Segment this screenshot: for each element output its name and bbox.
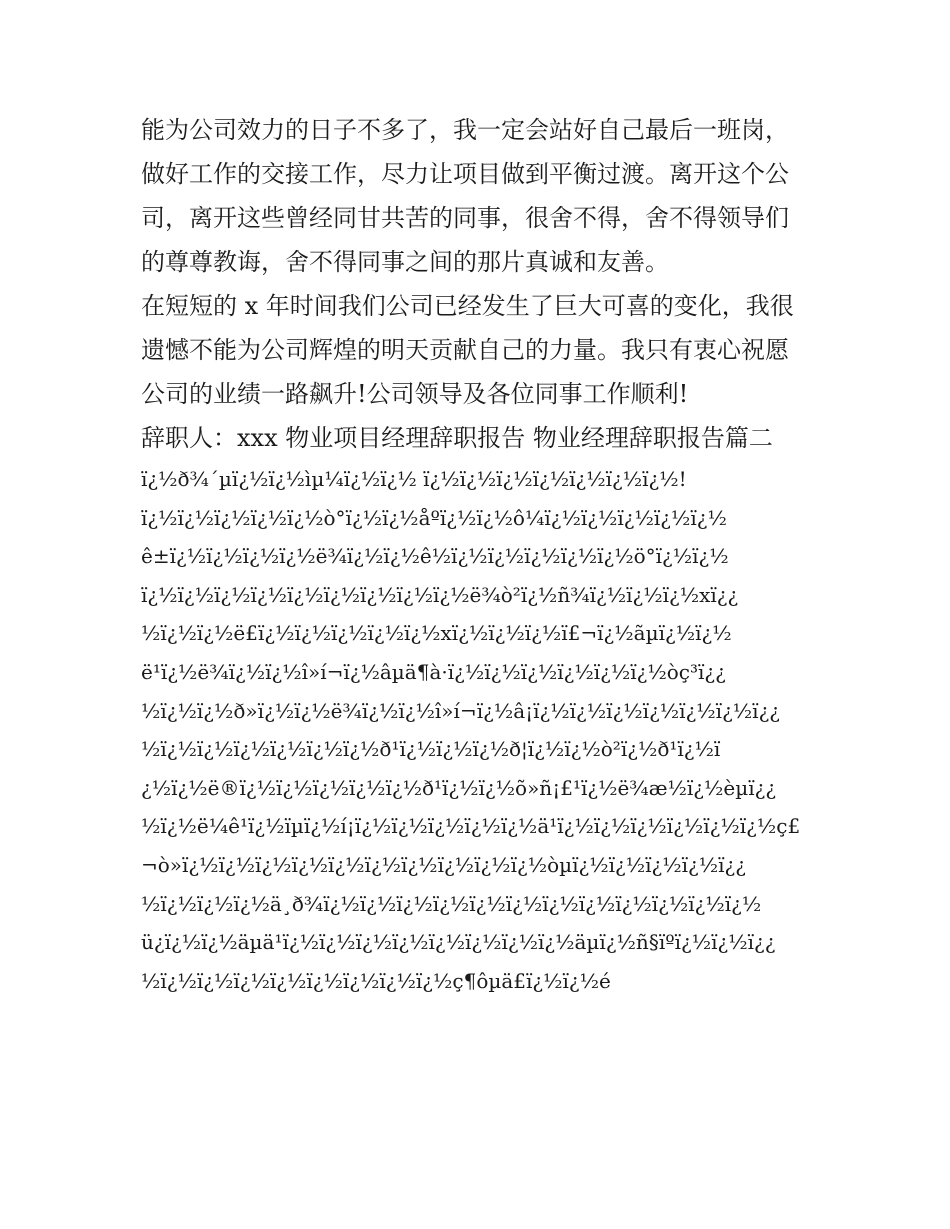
garbled-line: ½ï¿½ï¿½ð»ï¿½ï¿½ë¾ï¿½ï¿½î»í¬ï¿½â¡ï¿½ï¿½ï¿½ï¿½ï¿½ï¿½ï¿¿ — [141, 698, 781, 723]
garbled-line: ¿½ï¿½ë®ï¿½ï¿½ï¿½ï¿½ï¿½ð¹ï¿½ï¿½õ»ñ¡£¹ï¿½ë¾æ½ï¿½èµï¿¿ — [141, 775, 777, 800]
garbled-line: ï¿½ð¾´µï¿½ï¿½ìµ¼ï¿½ï¿½ ï¿½ï¿½ï¿½ï¿½ï¿½ï¿½ï¿½! — [141, 467, 687, 491]
garbled-line: ¬ò»ï¿½ï¿½ï¿½ï¿½ï¿½ï¿½ï¿½ï¿½ï¿½ï¿½òµï¿½ï¿½ï¿½ï¿½ï¿¿ — [141, 852, 746, 877]
signature-line: 辞职人：xxx 物业项目经理辞职报告 物业经理辞职报告篇二 — [141, 424, 773, 452]
garbled-line: ê±ï¿½ï¿½ï¿½ï¿½ë¾ï¿½ï¿½ê½ï¿½ï¿½ï¿½ï¿½ï¿½ö°ï¿½ï¿½ — [141, 544, 729, 569]
garbled-line: ½ï¿½ï¿½ï¿½ï¿½ï¿½ï¿½ï¿½ï¿½ç¶ôµä£ï¿½ï¿½é — [141, 968, 611, 993]
garbled-line: ï¿½ï¿½ï¿½ï¿½ï¿½ï¿½ï¿½ï¿½ï¿½ë¾ò²ï¿½ñ¾ï¿½ï¿½ï¿½xï¿¿ — [141, 582, 739, 607]
text-line: 司，离开这些曾经同甘共苦的同事，很舍不得，舍不得领导们 — [141, 204, 789, 232]
garbled-line: ½ï¿½ï¿½ë£ï¿½ï¿½ï¿½ï¿½ï¿½xï¿½ï¿½ï¿½ï£¬ï¿½ãµï¿½ï¿½ — [141, 621, 732, 646]
garbled-line: ½ï¿½ï¿½ï¿½ï¿½ï¿½ï¿½ð¹ï¿½ï¿½ï¿½ð¦ï¿½ï¿½ò²ï¿½ð¹ï¿½ï — [141, 737, 721, 762]
garbled-line: ½ï¿½ë¼ê¹ï¿½ïµï¿½í¡ï¿½ï¿½ï¿½ï¿½ï¿½ä¹ï¿½ï¿½ï¿½ï¿½ï¿½ï¿½ç£ — [141, 814, 801, 839]
text-line: 做好工作的交接工作，尽力让项目做到平衡过渡。离开这个公 — [141, 160, 789, 188]
garbled-line: ½ï¿½ï¿½ï¿½ä¸ð¾ï¿½ï¿½ï¿½ï¿½ï¿½ï¿½ï¿½ï¿½ï¿½ï¿½ï¿½ï¿½ — [141, 891, 762, 916]
text-line: 在短短的 x 年时间我们公司已经发生了巨大可喜的变化，我很 — [141, 292, 794, 320]
garbled-text-block — [141, 460, 821, 1000]
garbled-line: ï¿½ï¿½ï¿½ï¿½ï¿½ò°ï¿½ï¿½åºï¿½ï¿½ô¼ï¿½ï¿½ï¿½ï¿½ï¿½ — [141, 505, 727, 530]
text-line: 的尊尊教诲，舍不得同事之间的那片真诚和友善。 — [141, 248, 669, 276]
garbled-line: ü¿ï¿½ï¿½äµä¹ï¿½ï¿½ï¿½ï¿½ï¿½ï¿½ï¿½ï¿½äµï¿½ñ§ïºï¿½ï¿½ï¿¿ — [141, 930, 776, 955]
text-line: 遗憾不能为公司辉煌的明天贡献自己的力量。我只有衷心祝愿 — [141, 336, 789, 364]
document-page — [141, 108, 821, 1000]
garbled-line: ë¹ï¿½ë¾ï¿½ï¿½î»í¬ï¿½âµä¶à·ï¿½ï¿½ï¿½ï¿½ï¿½ï¿½òç³ï¿¿ — [141, 659, 726, 684]
paragraph-1 — [141, 108, 821, 284]
text-line: 公司的业绩一路飙升!公司领导及各位同事工作顺利! — [141, 380, 689, 408]
text-line: 能为公司效力的日子不多了，我一定会站好自己最后一班岗， — [141, 116, 789, 144]
paragraph-2 — [141, 284, 821, 416]
signature-paragraph — [141, 416, 821, 460]
